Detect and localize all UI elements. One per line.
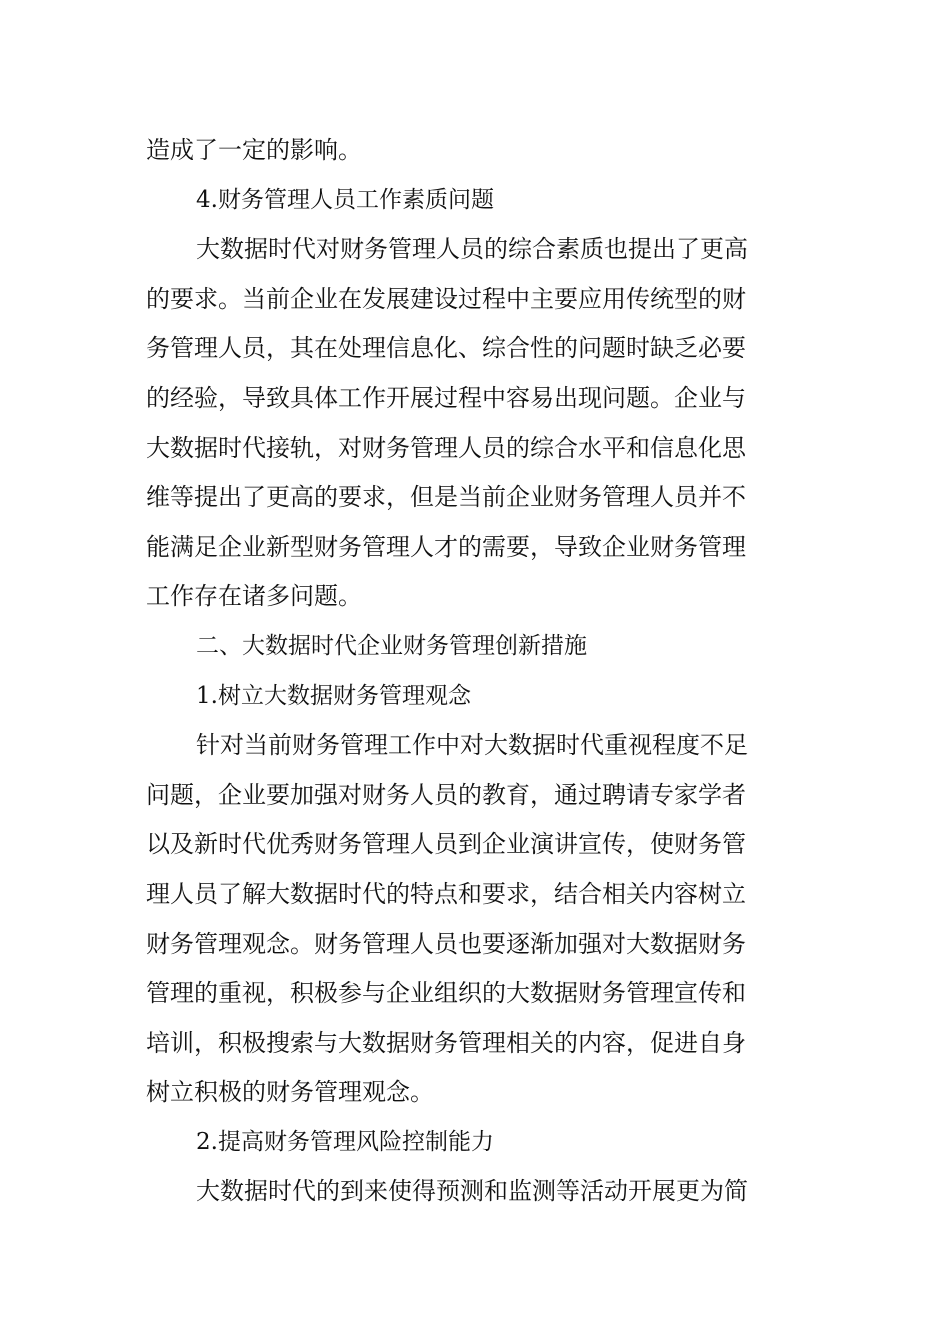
- paragraph-line: 大数据时代对财务管理人员的综合素质也提出了更高: [196, 235, 748, 264]
- paragraph-line: 财务管理观念。财务管理人员也要逐渐加强对大数据财务: [146, 929, 746, 958]
- paragraph-line: 以及新时代优秀财务管理人员到企业演讲宣传，使财务管: [146, 830, 746, 859]
- document-page: [146, 126, 796, 1217]
- paragraph-line: 培训，积极搜索与大数据财务管理相关的内容，促进自身: [146, 1028, 746, 1057]
- paragraph-line: 大数据时代的到来使得预测和监测等活动开展更为简: [196, 1177, 748, 1206]
- section-heading-4: 4.财务管理人员工作素质问题: [196, 186, 494, 213]
- paragraph-line: 大数据时代接轨，对财务管理人员的综合水平和信息化思: [146, 433, 746, 462]
- paragraph-line: 针对当前财务管理工作中对大数据时代重视程度不足: [196, 731, 748, 760]
- paragraph-line: 的要求。当前企业在发展建设过程中主要应用传统型的财: [146, 284, 746, 313]
- section-heading-2: 二、大数据时代企业财务管理创新措施: [196, 632, 587, 659]
- paragraph-line: 管理的重视，积极参与企业组织的大数据财务管理宣传和: [146, 979, 746, 1008]
- paragraph-line: 树立积极的财务管理观念。: [146, 1078, 434, 1107]
- paragraph-line: 造成了一定的影响。: [146, 136, 362, 164]
- paragraph-line: 维等提出了更高的要求，但是当前企业财务管理人员并不: [146, 483, 746, 512]
- paragraph-line: 理人员了解大数据时代的特点和要求，结合相关内容树立: [146, 879, 746, 908]
- subsection-heading-1: 1.树立大数据财务管理观念: [196, 682, 471, 709]
- paragraph-line: 务管理人员，其在处理信息化、综合性的问题时缺乏必要: [146, 334, 746, 363]
- paragraph-line: 问题，企业要加强对财务人员的教育，通过聘请专家学者: [146, 780, 746, 809]
- paragraph-line: 工作存在诸多问题。: [146, 582, 362, 611]
- subsection-heading-2: 2.提高财务管理风险控制能力: [196, 1128, 494, 1155]
- paragraph-line: 的经验，导致具体工作开展过程中容易出现问题。企业与: [146, 383, 746, 412]
- paragraph-line: 能满足企业新型财务管理人才的需要，导致企业财务管理: [146, 532, 746, 561]
